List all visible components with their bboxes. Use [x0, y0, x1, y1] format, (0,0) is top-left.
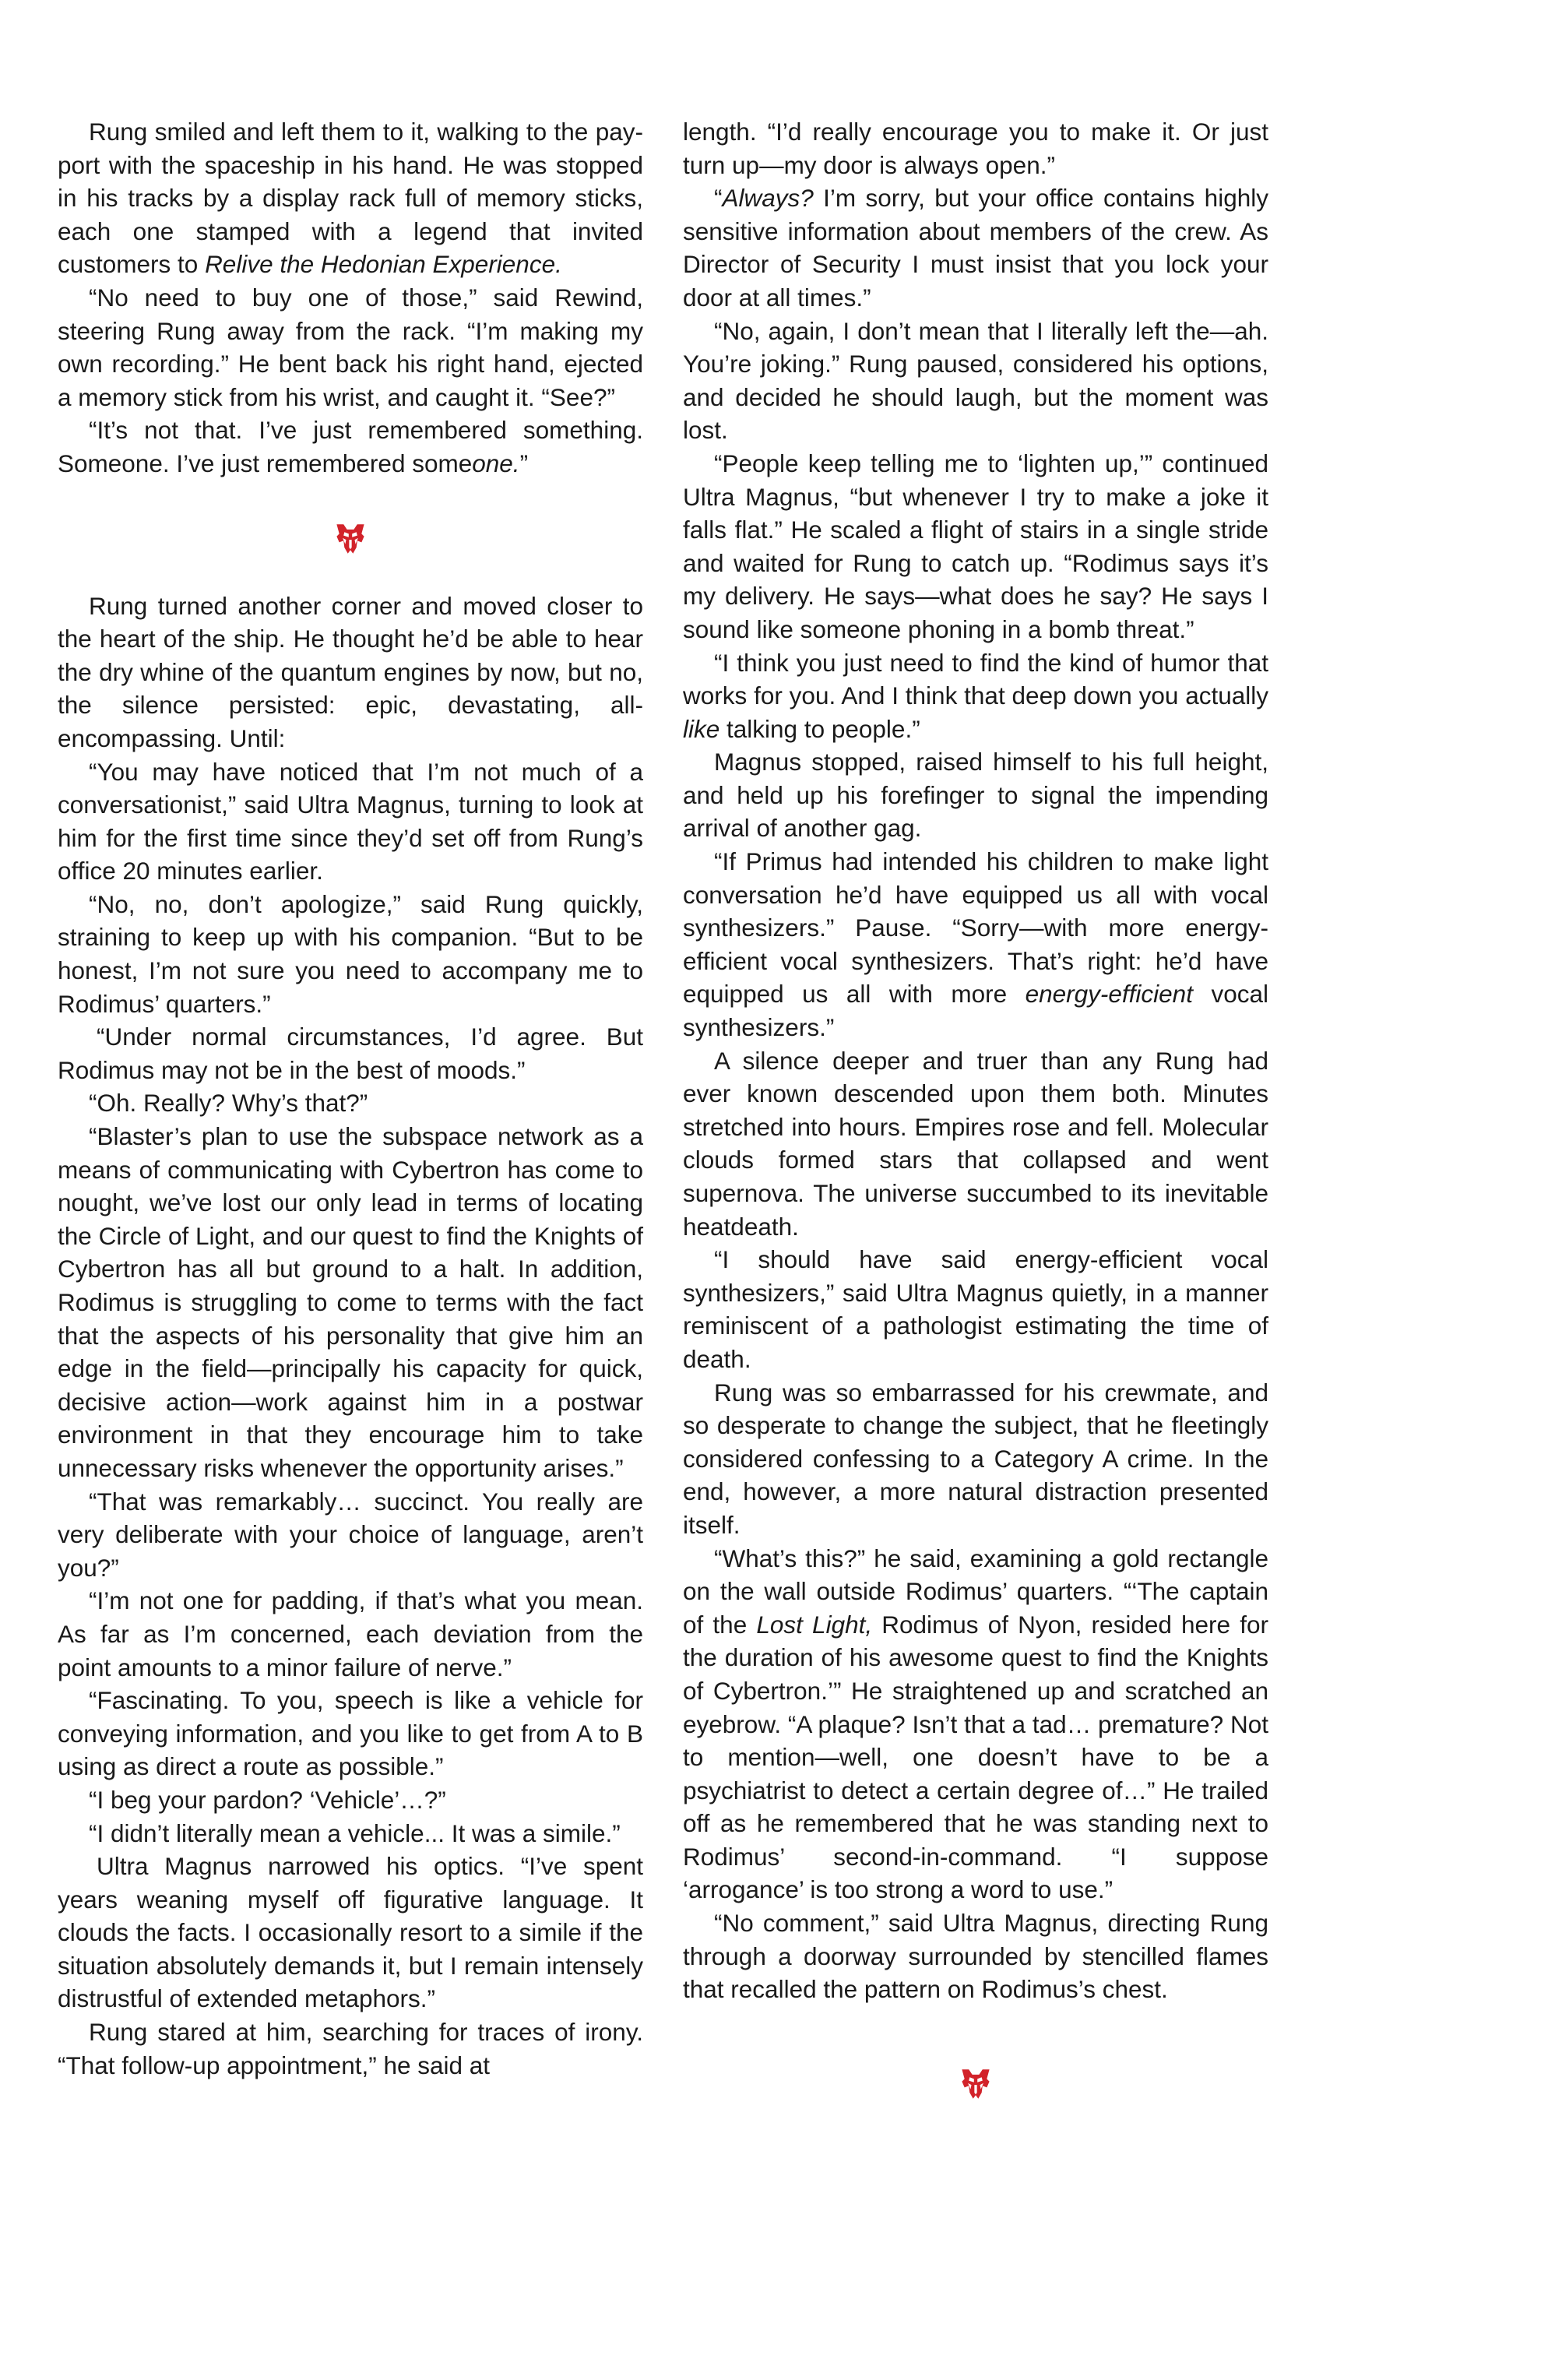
- paragraph: Rung turned another corner and moved closer to the heart of the ship. He thought he’d be able to hear the dry whine of the quantum engines by now, but no, the silence persisted: epic, devastating, all-encompassing. Until:: [58, 591, 643, 752]
- paragraph-text: talking to people.”: [719, 714, 920, 743]
- paragraph: “I beg your pardon? ‘Vehicle’…?”: [89, 1785, 446, 1814]
- paragraph-text: Rodimus of Nyon, resided here for the duration of his awesome quest to find the Knights of Cybertron.’” He straightened up and scratched an eyebrow. “A plaque? Isn’t that a tad… premature? Not to mention—well, one doesn’t have to be a psychiatrist to detect a certain degree of…” He trailed off as he remembered that he was standing next to Rodimus’ second-in-command. “I suppose ‘arrogance’ is too strong a word to use.”: [683, 1610, 1268, 1904]
- paragraph-text: vocal synthesizers.”: [683, 980, 1268, 1042]
- paragraph: “That was remarkably… succinct. You really are very deliberate with your choice of language, aren’t you?”: [58, 1487, 643, 1582]
- italic-text: Lost Light,: [756, 1610, 873, 1639]
- paragraph: length. “I’d really encourage you to make it. Or just turn up—my door is always open.”: [683, 118, 1268, 179]
- italic-text: one.: [472, 449, 520, 477]
- paragraph: [683, 1542, 1268, 1907]
- section-break: [683, 2049, 1268, 2119]
- italic-text: like: [683, 714, 720, 743]
- right-column: [683, 115, 1268, 2119]
- paragraph: “No comment,” said Ultra Magnus, directing Rung through a doorway surrounded by stencilled flames that recalled the pattern on Rodimus’s chest.: [683, 1909, 1268, 2004]
- paragraph-text: “I think you just need to find the kind of humor that works for you. And I think that deep down you actually: [683, 648, 1268, 710]
- paragraph-text: “If Primus had intended his children to make light conversation he’d have equipped us all with vocal synthesizers.” Pause. “Sorry—with more energy-efficient vocal synthesizers. That’s right: he’d have equipped us all with more: [683, 847, 1268, 1009]
- paragraph: “I didn’t literally mean a vehicle... It was a simile.”: [89, 1818, 621, 1847]
- paragraph: “People keep telling me to ‘lighten up,’” continued Ultra Magnus, “but whenever I try to make a joke it falls flat.” He scaled a flight of stairs in a single stride and waited for Rung to catch up. “Rodimus says it’s my delivery. He says—what does he say? He says I sound like someone phoning in a bomb threat.”: [683, 449, 1268, 643]
- paragraph: Rung stared at him, searching for traces of irony. “That follow-up appointment,” he said at: [58, 2018, 643, 2079]
- autobot-emblem-icon: [333, 522, 368, 556]
- autobot-emblem-icon: [959, 2067, 993, 2101]
- paragraph: “Blaster’s plan to use the subspace network as a means of communicating with Cybertron has come to nought, we’ve lost our only lead in terms of locating the Circle of Light, and our quest to find the Knights of Cybertron has all but ground to a halt. In addition, Rodimus is struggling to come to terms with the fact that the aspects of his personality that give him an edge in the field—principally his capacity for quick, decisive action—work against him in a postwar environment in that they encourage him to take unnecessary risks whenever the opportunity arises.”: [58, 1122, 643, 1482]
- italic-text: Relive the Hedonian Experience.: [205, 250, 562, 279]
- paragraph: “No, no, don’t apologize,” said Rung quickly, straining to keep up with his companion. “But to be honest, I’m not sure you need to accompany me to Rodimus’ quarters.”: [58, 889, 643, 1018]
- paragraph: “You may have noticed that I’m not much of a conversationist,” said Ultra Magnus, turning to look at him for the first time since they’d set off from Rung’s office 20 minutes earlier.: [58, 757, 643, 885]
- left-column: [58, 115, 643, 2082]
- paragraph-text: Rung smiled and left them to it, walking to the pay-port with the spaceship in his hand. He was stopped in his tracks by a display rack full of memory sticks, each one stamped with a legend that invited customers to: [58, 118, 643, 279]
- paragraph: Ultra Magnus narrowed his optics. “I’ve spent years weaning myself off figurative language. It clouds the facts. I occasionally resort to a simile if the situation absolutely demands it, but I remain intensely distrustful of extended metaphors.”: [58, 1852, 643, 2013]
- italic-text: energy-efficient: [1025, 980, 1193, 1009]
- paragraph: “Oh. Really? Why’s that?”: [89, 1089, 368, 1118]
- italic-text: Always?: [722, 184, 814, 213]
- paragraph: “Always? I’m sorry, but your office contains highly sensitive information about members of the crew. As Director of Security I must insist that you lock your door at all times.”: [683, 184, 1268, 312]
- paragraph: [58, 115, 643, 281]
- paragraph: “No, again, I don’t mean that I literally left the—ah. You’re joking.” Rung paused, considered his options, and decided he should laugh, but the moment was lost.: [683, 316, 1268, 445]
- paragraph: Magnus stopped, raised himself to his full height, and held up his forefinger to signal the impending arrival of another gag.: [683, 748, 1268, 843]
- paragraph: “I should have said energy-efficient vocal synthesizers,” said Ultra Magnus quietly, in a manner reminiscent of a pathologist estimating the time of death.: [683, 1245, 1268, 1373]
- paragraph-text: ”: [519, 449, 529, 477]
- paragraph-text: “It’s not that. I’ve just remembered something. Someone. I’ve just remembered some: [58, 416, 643, 477]
- paragraph-text: “What’s this?” he said, examining a gold rectangle on the wall outside Rodimus’ quarters. “‘The captain of the: [683, 1544, 1268, 1639]
- paragraph-text: I’m sorry, but your office contains highly sensitive information about members of the crew. As Director of Security I must insist that you lock your door at all times.”: [683, 184, 1268, 312]
- paragraph: [58, 414, 643, 480]
- paragraph: “No need to buy one of those,” said Rewind, steering Rung away from the rack. “I’m making my own recording.” He bent back his right hand, ejected a memory stick from his wrist, and caught it. “See?”: [58, 283, 643, 411]
- section-break: [58, 488, 643, 590]
- paragraph: [683, 845, 1268, 1044]
- paragraph: A silence deeper and truer than any Rung had ever known descended upon them both. Minutes stretched into hours. Empires rose and fell. Molecular clouds formed stars that collapsed and went supernova. The universe succumbed to its inevitable heatdeath.: [683, 1046, 1268, 1241]
- paragraph: “I’m not one for padding, if that’s what you mean. As far as I’m concerned, each deviation from the point amounts to a minor failure of nerve.”: [58, 1586, 643, 1681]
- paragraph: “Fascinating. To you, speech is like a vehicle for conveying information, and you like to get from A to B using as direct a route as possible.”: [58, 1686, 643, 1781]
- paragraph: [683, 646, 1268, 746]
- paragraph: “Under normal circumstances, I’d agree. But Rodimus may not be in the best of moods.”: [58, 1023, 643, 1084]
- paragraph: Rung was so embarrassed for his crewmate, and so desperate to change the subject, that he fleetingly considered confessing to a Category A crime. In the end, however, a more natural distraction presented itself.: [683, 1378, 1268, 1539]
